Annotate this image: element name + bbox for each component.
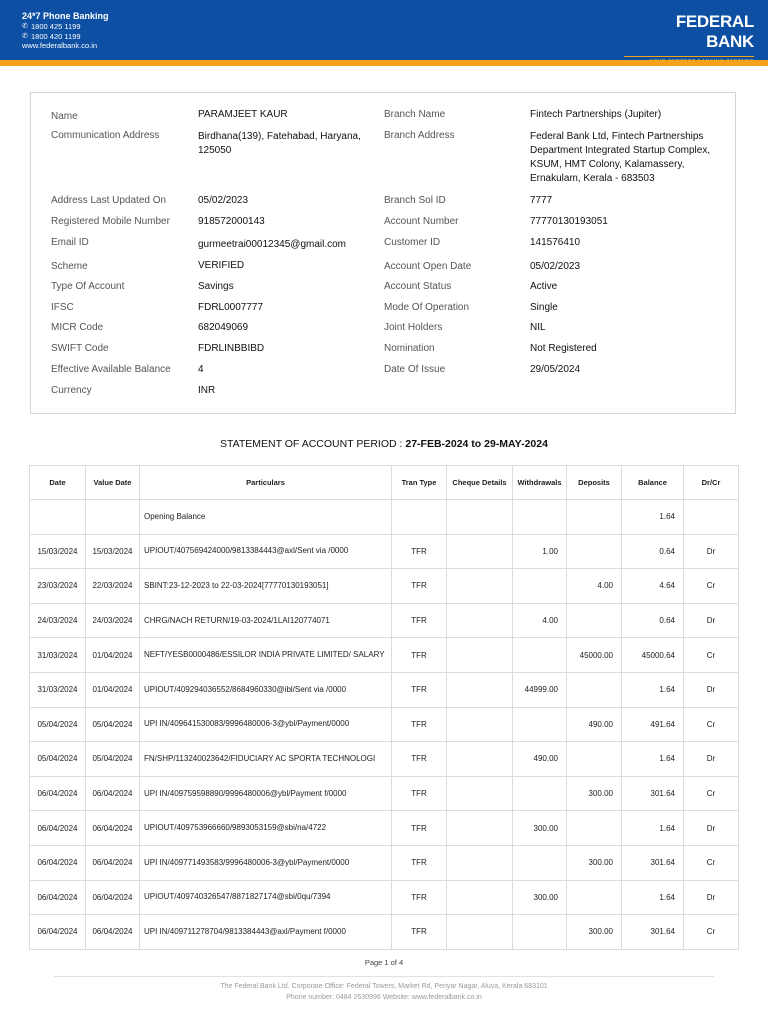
cell-deposits xyxy=(567,742,622,777)
cell-value-date: 01/04/2024 xyxy=(86,672,140,707)
cell-value-date: 06/04/2024 xyxy=(86,915,140,950)
value-ifsc: FDRL0007777 xyxy=(198,302,264,313)
cell-value-date: 05/04/2024 xyxy=(86,742,140,777)
cell-particulars: NEFT/YESB0000486/ESSILOR INDIA PRIVATE LIMITED/ SALARY xyxy=(140,638,392,673)
cell-particulars: UPIOUT/409294036552/8684960330@ibl/Sent via /0000 xyxy=(140,672,392,707)
label-joint-holders: Joint Holders xyxy=(384,322,443,333)
phone-line-1 xyxy=(22,22,109,32)
cell-tran-type: TFR xyxy=(392,569,447,604)
label-date-of-issue: Date Of Issue xyxy=(384,364,446,375)
cell-tran-type: TFR xyxy=(392,915,447,950)
col-header-date: Date xyxy=(30,466,86,500)
value-registered-mobile: 918572000143 xyxy=(198,216,265,227)
phone-number-2: 1800 420 1199 xyxy=(31,31,81,41)
cell-withdrawals: 1.00 xyxy=(513,534,567,569)
cell-value-date: 06/04/2024 xyxy=(86,811,140,846)
cell-deposits: 300.00 xyxy=(567,915,622,950)
cell-particulars: UPI IN/409759598890/9996480006@ybl/Payment f/0000 xyxy=(140,776,392,811)
cell-tran-type: TFR xyxy=(392,534,447,569)
cell-deposits xyxy=(567,672,622,707)
cell-balance: 1.64 xyxy=(622,500,684,535)
cell-deposits xyxy=(567,811,622,846)
label-scheme: Scheme xyxy=(51,261,88,272)
cell-deposits: 490.00 xyxy=(567,707,622,742)
cell-value-date: 06/04/2024 xyxy=(86,880,140,915)
statement-title xyxy=(0,438,768,450)
cell-balance: 0.64 xyxy=(622,534,684,569)
table-header-row xyxy=(30,466,739,500)
cell-withdrawals: 4.00 xyxy=(513,603,567,638)
cell-dr-cr: Dr xyxy=(684,672,739,707)
value-scheme: VERIFIED xyxy=(198,260,245,271)
cell-particulars: CHRG/NACH RETURN/19-03-2024/1LAI120774071 xyxy=(140,603,392,638)
value-nomination: Not Registered xyxy=(530,343,597,354)
cell-particulars: UPI IN/409641530083/9996480006-3@ybl/Payment/0000 xyxy=(140,707,392,742)
label-account-number: Account Number xyxy=(384,216,459,227)
cell-particulars: UPIOUT/409740326547/8871827174@sbi/0qu/7394 xyxy=(140,880,392,915)
label-name: Name xyxy=(51,111,78,122)
value-customer-id: 141576410 xyxy=(530,237,581,248)
cell-withdrawals xyxy=(513,845,567,880)
cell-dr-cr: Cr xyxy=(684,707,739,742)
cell-particulars: UPIOUT/409753966660/9893053159@sbi/na/4722 xyxy=(140,811,392,846)
cell-dr-cr: Cr xyxy=(684,845,739,880)
cell-cheque-details xyxy=(447,776,513,811)
table-row xyxy=(30,500,739,535)
phone-banking-label: 24*7 Phone Banking xyxy=(22,11,109,21)
value-date-of-issue: 29/05/2024 xyxy=(530,364,581,375)
value-swift-code: FDRLINBBIBD xyxy=(198,343,265,354)
cell-cheque-details xyxy=(447,500,513,535)
cell-balance: 1.64 xyxy=(622,672,684,707)
phone-line-2 xyxy=(22,32,109,42)
table-row xyxy=(30,845,739,880)
bank-logo xyxy=(624,12,754,65)
col-header-cheque-details: Cheque Details xyxy=(447,466,513,500)
cell-dr-cr: Dr xyxy=(684,880,739,915)
value-joint-holders: NIL xyxy=(530,322,546,333)
footer-contact: Phone number: 0484 2630996 Website: www.federalbank.co.in xyxy=(286,994,482,1001)
cell-dr-cr: Dr xyxy=(684,742,739,777)
cell-value-date: 22/03/2024 xyxy=(86,569,140,604)
footer-divider xyxy=(54,976,714,977)
cell-cheque-details xyxy=(447,603,513,638)
cell-particulars: FN/SHP/113240023642/FIDUCIARY AC SPORTA TECHNOLOGI xyxy=(140,742,392,777)
cell-particulars: UPI IN/409711278704/9813384443@axl/Payment f/0000 xyxy=(140,915,392,950)
label-ifsc: IFSC xyxy=(51,302,74,313)
cell-balance: 4.64 xyxy=(622,569,684,604)
page-number: Page 1 of 4 xyxy=(364,958,404,967)
cell-value-date: 01/04/2024 xyxy=(86,638,140,673)
cell-date: 15/03/2024 xyxy=(30,534,86,569)
cell-value-date: 05/04/2024 xyxy=(86,707,140,742)
cell-tran-type: TFR xyxy=(392,880,447,915)
table-row xyxy=(30,776,739,811)
value-name: PARAMJEET KAUR xyxy=(198,109,288,120)
label-customer-id: Customer ID xyxy=(384,237,441,248)
cell-date: 31/03/2024 xyxy=(30,672,86,707)
value-currency: INR xyxy=(198,385,216,396)
cell-withdrawals xyxy=(513,776,567,811)
value-branch-address: Federal Bank Ltd, Fintech Partnerships Department Integrated Startup Complex, KSUM, HMT Colony, Kalamassery, Ernakulam, Kerala - 683503 xyxy=(530,131,711,184)
table-row xyxy=(30,811,739,846)
value-address-last-updated: 05/02/2023 xyxy=(198,195,249,206)
label-nomination: Nomination xyxy=(384,343,435,354)
col-header-value-date: Value Date xyxy=(86,466,140,500)
cell-dr-cr: Cr xyxy=(684,569,739,604)
cell-dr-cr xyxy=(684,500,739,535)
label-branch-name: Branch Name xyxy=(384,109,446,120)
cell-deposits xyxy=(567,534,622,569)
value-type-of-account: Savings xyxy=(198,281,234,292)
cell-particulars: SBINT:23-12-2023 to 22-03-2024[77770130193051] xyxy=(140,569,392,604)
cell-cheque-details xyxy=(447,811,513,846)
footer-address: The Federal Bank Ltd. Corporate Office: Federal Towers, Market Rd, Periyar Nagar, Aluva, Kerala 683101 xyxy=(220,983,548,990)
statement-period: 27-FEB-2024 to 29-MAY-2024 xyxy=(405,438,548,450)
col-header-balance: Balance xyxy=(622,466,684,500)
page-header xyxy=(0,0,768,60)
bank-name: FEDERAL BANK xyxy=(675,12,754,51)
cell-date: 06/04/2024 xyxy=(30,845,86,880)
table-row xyxy=(30,534,739,569)
label-branch-address: Branch Address xyxy=(384,130,455,141)
label-registered-mobile: Registered Mobile Number xyxy=(51,216,170,227)
col-header-particulars: Particulars xyxy=(140,466,392,500)
cell-value-date: 24/03/2024 xyxy=(86,603,140,638)
value-email-id: gurmeetrai00012345@gmail.com xyxy=(198,239,347,250)
cell-particulars: UPI IN/409771493583/9996480006-3@ybl/Payment/0000 xyxy=(140,845,392,880)
label-micr-code: MICR Code xyxy=(51,322,104,333)
label-branch-sol-id: Branch Sol ID xyxy=(384,195,446,206)
cell-date: 06/04/2024 xyxy=(30,776,86,811)
cell-withdrawals xyxy=(513,707,567,742)
table-row xyxy=(30,880,739,915)
cell-cheque-details xyxy=(447,672,513,707)
table-row xyxy=(30,603,739,638)
cell-cheque-details xyxy=(447,707,513,742)
cell-date: 05/04/2024 xyxy=(30,707,86,742)
value-effective-balance: 4 xyxy=(198,364,204,375)
cell-particulars: Opening Balance xyxy=(140,500,392,535)
cell-balance: 0.64 xyxy=(622,603,684,638)
cell-tran-type: TFR xyxy=(392,845,447,880)
cell-balance: 301.64 xyxy=(622,915,684,950)
cell-date: 05/04/2024 xyxy=(30,742,86,777)
cell-deposits: 45000.00 xyxy=(567,638,622,673)
value-mode-of-operation: Single xyxy=(530,302,558,313)
cell-cheque-details xyxy=(447,534,513,569)
statement-title-prefix: STATEMENT OF ACCOUNT PERIOD : xyxy=(220,438,403,450)
cell-balance: 301.64 xyxy=(622,776,684,811)
label-currency: Currency xyxy=(51,385,92,396)
cell-cheque-details xyxy=(447,638,513,673)
cell-withdrawals: 300.00 xyxy=(513,880,567,915)
col-header-withdrawals: Withdrawals xyxy=(513,466,567,500)
cell-balance: 1.64 xyxy=(622,811,684,846)
cell-date: 06/04/2024 xyxy=(30,880,86,915)
value-micr-code: 682049069 xyxy=(198,322,249,333)
cell-balance: 1.64 xyxy=(622,880,684,915)
cell-value-date: 15/03/2024 xyxy=(86,534,140,569)
col-header-dr-cr: Dr/Cr xyxy=(684,466,739,500)
label-email-id: Email ID xyxy=(51,237,89,248)
phone-icon: ✆ xyxy=(22,23,28,30)
contact-block xyxy=(22,10,109,51)
cell-date: 23/03/2024 xyxy=(30,569,86,604)
label-account-status: Account Status xyxy=(384,281,452,292)
phone-icon: ✆ xyxy=(22,32,28,40)
cell-dr-cr: Dr xyxy=(684,811,739,846)
cell-withdrawals xyxy=(513,500,567,535)
label-address-last-updated: Address Last Updated On xyxy=(51,195,167,206)
transactions-table xyxy=(29,465,739,950)
cell-deposits xyxy=(567,500,622,535)
value-account-number: 77770130193051 xyxy=(530,216,608,227)
cell-dr-cr: Dr xyxy=(684,603,739,638)
header-accent-stripe xyxy=(0,60,768,66)
cell-withdrawals: 44999.00 xyxy=(513,672,567,707)
table-row xyxy=(30,742,739,777)
cell-deposits xyxy=(567,880,622,915)
cell-dr-cr: Cr xyxy=(684,638,739,673)
label-mode-of-operation: Mode Of Operation xyxy=(384,302,470,313)
value-branch-sol-id: 7777 xyxy=(530,195,553,206)
cell-value-date: 06/04/2024 xyxy=(86,845,140,880)
cell-date: 06/04/2024 xyxy=(30,915,86,950)
cell-dr-cr: Cr xyxy=(684,776,739,811)
cell-cheque-details xyxy=(447,915,513,950)
cell-withdrawals xyxy=(513,638,567,673)
cell-date: 24/03/2024 xyxy=(30,603,86,638)
table-row xyxy=(30,569,739,604)
cell-withdrawals: 300.00 xyxy=(513,811,567,846)
cell-value-date xyxy=(86,500,140,535)
value-account-status: Active xyxy=(530,281,558,292)
table-row xyxy=(30,638,739,673)
website-link[interactable]: www.federalbank.co.in xyxy=(22,41,98,50)
cell-date: 06/04/2024 xyxy=(30,811,86,846)
phone-number-1: 1800 425 1199 xyxy=(31,22,81,31)
cell-tran-type: TFR xyxy=(392,811,447,846)
cell-tran-type: TFR xyxy=(392,603,447,638)
cell-cheque-details xyxy=(447,569,513,604)
cell-date: 31/03/2024 xyxy=(30,638,86,673)
cell-balance: 491.64 xyxy=(622,707,684,742)
table-row xyxy=(30,672,739,707)
table-row xyxy=(30,915,739,950)
account-details-box xyxy=(30,92,736,414)
logo-underline xyxy=(624,56,754,57)
cell-dr-cr: Cr xyxy=(684,915,739,950)
cell-cheque-details xyxy=(447,845,513,880)
cell-cheque-details xyxy=(447,742,513,777)
value-branch-name: Fintech Partnerships (Jupiter) xyxy=(530,109,662,120)
col-header-tran-type: Tran Type xyxy=(392,466,447,500)
cell-withdrawals xyxy=(513,569,567,604)
cell-tran-type: TFR xyxy=(392,776,447,811)
cell-deposits: 4.00 xyxy=(567,569,622,604)
cell-withdrawals xyxy=(513,915,567,950)
label-communication-address: Communication Address xyxy=(51,130,160,141)
cell-particulars: UPIOUT/407569424000/9813384443@axl/Sent via /0000 xyxy=(140,534,392,569)
cell-tran-type: TFR xyxy=(392,672,447,707)
value-communication-address: Birdhana(139), Fatehabad, Haryana, 125050 xyxy=(198,131,361,156)
cell-balance: 301.64 xyxy=(622,845,684,880)
label-swift-code: SWIFT Code xyxy=(51,343,109,354)
table-row xyxy=(30,707,739,742)
cell-deposits: 300.00 xyxy=(567,845,622,880)
label-type-of-account: Type Of Account xyxy=(51,281,125,292)
cell-tran-type: TFR xyxy=(392,638,447,673)
cell-deposits: 300.00 xyxy=(567,776,622,811)
cell-value-date: 06/04/2024 xyxy=(86,776,140,811)
cell-date xyxy=(30,500,86,535)
col-header-deposits: Deposits xyxy=(567,466,622,500)
cell-tran-type: TFR xyxy=(392,742,447,777)
label-account-open-date: Account Open Date xyxy=(384,261,472,272)
cell-tran-type xyxy=(392,500,447,535)
cell-deposits xyxy=(567,603,622,638)
cell-dr-cr: Dr xyxy=(684,534,739,569)
cell-balance: 1.64 xyxy=(622,742,684,777)
value-account-open-date: 05/02/2023 xyxy=(530,261,581,272)
cell-cheque-details xyxy=(447,880,513,915)
cell-withdrawals: 490.00 xyxy=(513,742,567,777)
cell-balance: 45000.64 xyxy=(622,638,684,673)
cell-tran-type: TFR xyxy=(392,707,447,742)
label-effective-balance: Effective Available Balance xyxy=(51,364,171,375)
